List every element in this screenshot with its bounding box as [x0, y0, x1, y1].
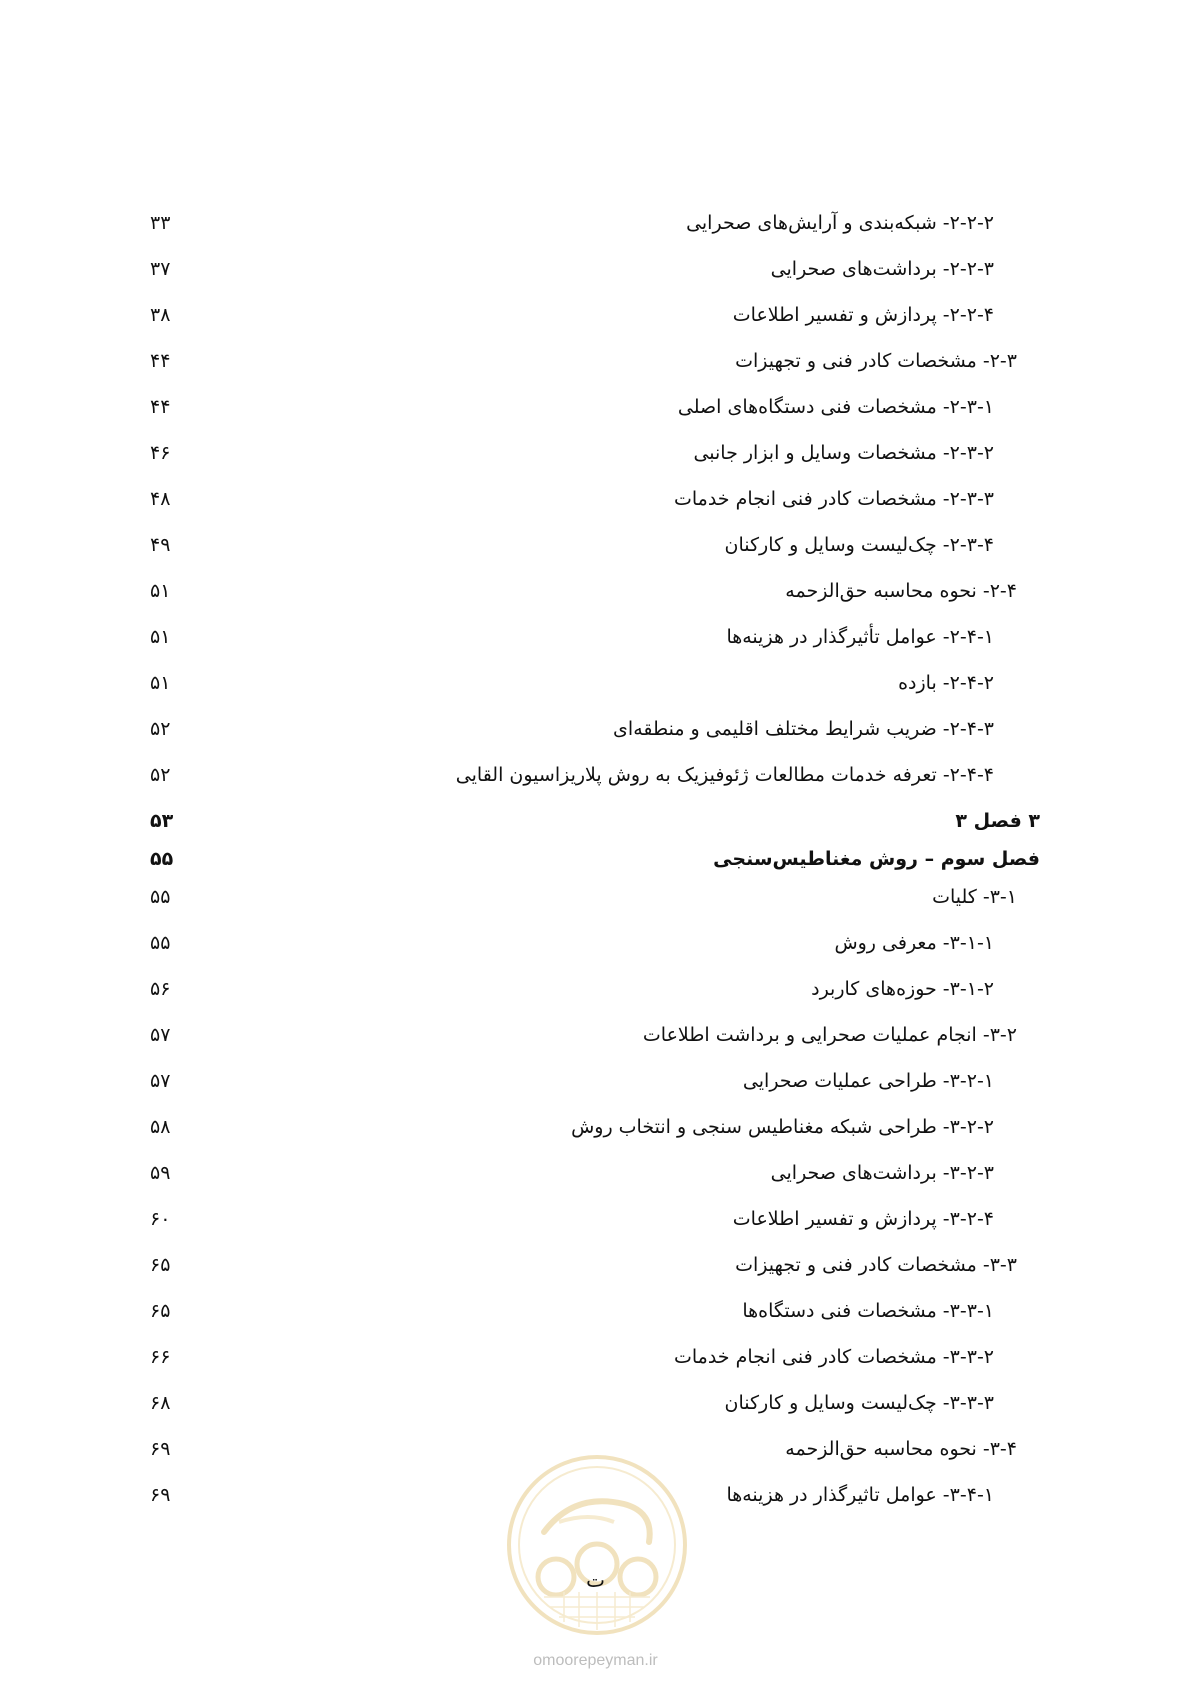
toc-entry[interactable] — [150, 976, 1040, 1022]
toc-entry-page: ۵۷ — [150, 1070, 171, 1092]
toc-entry-page: ۵۹ — [150, 1162, 171, 1184]
toc-entry[interactable] — [150, 210, 1040, 256]
toc-entry-page: ۵۲ — [150, 764, 171, 786]
page-number: ت — [586, 1568, 605, 1592]
toc-entry-title: ۲-۴-۳- ضریب شرایط مختلف اقلیمی و منطقه‌ای — [613, 718, 994, 740]
toc-entry-page: ۳۷ — [150, 258, 171, 280]
toc-entry[interactable] — [150, 302, 1040, 348]
toc-entry-title: ۲-۴-۴- تعرفه خدمات مطالعات ژئوفیزیک به روش پلاریزاسیون القایی — [455, 764, 994, 786]
toc-entry-page: ۴۸ — [150, 488, 171, 510]
toc-entry[interactable] — [150, 256, 1040, 302]
toc-entry[interactable] — [150, 930, 1040, 976]
toc-entry[interactable] — [150, 808, 1040, 846]
toc-entry-title: ۲-۴- نحوه محاسبه حق‌الزحمه — [785, 580, 1017, 602]
toc-entry-title: ۳-۴- نحوه محاسبه حق‌الزحمه — [785, 1438, 1017, 1460]
toc-entry-page: ۶۶ — [150, 1346, 171, 1368]
toc-entry[interactable] — [150, 716, 1040, 762]
toc-entry-page: ۵۱ — [150, 580, 171, 602]
toc-entry-page: ۴۴ — [150, 350, 171, 372]
toc-entry[interactable] — [150, 532, 1040, 578]
toc-entry-title: ۳-۴-۱- عوامل تاثیرگذار در هزینه‌ها — [726, 1484, 994, 1506]
toc-entry[interactable] — [150, 1114, 1040, 1160]
toc-entry-page: ۵۱ — [150, 626, 171, 648]
toc-entry-title: ۳-۳- مشخصات کادر فنی و تجهیزات — [735, 1254, 1017, 1276]
toc-entry-page: ۵۱ — [150, 672, 171, 694]
toc-entry-page: ۶۹ — [150, 1438, 171, 1460]
toc-entry[interactable] — [150, 578, 1040, 624]
toc-entry[interactable] — [150, 1344, 1040, 1390]
toc-entry-title: ۳-۳-۱- مشخصات فنی دستگاه‌ها — [742, 1300, 994, 1322]
toc-entry-page: ۴۹ — [150, 534, 171, 556]
toc-entry-title: ۳-۲-۳- برداشت‌های صحرایی — [770, 1162, 994, 1184]
toc-entry[interactable] — [150, 762, 1040, 808]
toc-entry-title: ۲-۴-۲- بازده — [898, 672, 994, 694]
toc-entry[interactable] — [150, 348, 1040, 394]
toc-entry-page: ۳۸ — [150, 304, 171, 326]
toc-entry[interactable] — [150, 1298, 1040, 1344]
toc-entry-title: ۳-۳-۲- مشخصات کادر فنی انجام خدمات — [673, 1346, 994, 1368]
toc-entry[interactable] — [150, 846, 1040, 884]
toc-entry-page: ۵۸ — [150, 1116, 171, 1138]
toc-entry[interactable] — [150, 624, 1040, 670]
toc-entry[interactable] — [150, 1022, 1040, 1068]
toc-entry-title: ۳-۲- انجام عملیات صحرایی و برداشت اطلاعات — [642, 1024, 1017, 1046]
toc-entry-page: ۵۳ — [150, 810, 174, 832]
toc-entry-page: ۶۰ — [150, 1208, 171, 1230]
toc-entry[interactable] — [150, 884, 1040, 930]
toc-entry-title: ۲-۲-۲- شبکه‌بندی و آرایش‌های صحرایی — [686, 212, 994, 234]
toc-entry[interactable] — [150, 486, 1040, 532]
toc-entry[interactable] — [150, 394, 1040, 440]
toc-entry-title: ۲-۳-۱- مشخصات فنی دستگاه‌های اصلی — [677, 396, 994, 418]
toc-entry-title: ۲-۳-۲- مشخصات وسایل و ابزار جانبی — [693, 442, 994, 464]
toc-entry-page: ۵۵ — [150, 848, 174, 870]
toc-entry-page: ۵۲ — [150, 718, 171, 740]
toc-entry-page: ۶۵ — [150, 1254, 171, 1276]
toc-entry-page: ۶۸ — [150, 1392, 171, 1414]
toc-entry-page: ۴۴ — [150, 396, 171, 418]
toc-entry-title: ۲-۲-۴- پردازش و تفسیر اطلاعات — [732, 304, 994, 326]
toc-entry-page: ۵۵ — [150, 932, 171, 954]
watermark-logo — [504, 1452, 690, 1638]
toc-entry-title: ۳-۱- کلیات — [932, 886, 1017, 908]
toc-entry-title: ۲-۳-۴- چک‌لیست وسایل و کارکنان — [724, 534, 994, 556]
toc-entry-title: ۳-۲-۴- پردازش و تفسیر اطلاعات — [732, 1208, 994, 1230]
toc-entry-page: ۴۶ — [150, 442, 171, 464]
toc-entry[interactable] — [150, 1206, 1040, 1252]
toc-entry-title: ۳-۱-۲- حوزه‌های کاربرد — [811, 978, 994, 1000]
watermark-site: omoorepeyman.ir — [533, 1652, 658, 1669]
toc-entry[interactable] — [150, 1252, 1040, 1298]
toc-entry-page: ۵۷ — [150, 1024, 171, 1046]
toc-entry-title: ۳-۳-۳- چک‌لیست وسایل و کارکنان — [724, 1392, 994, 1414]
toc-entry-title: ۳ فصل ۳ — [955, 810, 1040, 832]
toc-entry[interactable] — [150, 1390, 1040, 1436]
toc-entry-page: ۶۵ — [150, 1300, 171, 1322]
toc-entry[interactable] — [150, 440, 1040, 486]
toc-entry-title: ۳-۱-۱- معرفی روش — [834, 932, 994, 954]
table-of-contents — [150, 210, 1040, 1528]
toc-entry-page: ۶۹ — [150, 1484, 171, 1506]
toc-entry-title: ۲-۳-۳- مشخصات کادر فنی انجام خدمات — [673, 488, 994, 510]
toc-entry-title: ۳-۲-۱- طراحی عملیات صحرایی — [742, 1070, 994, 1092]
toc-entry-title: ۲-۳- مشخصات کادر فنی و تجهیزات — [735, 350, 1017, 372]
toc-entry-title: ۳-۲-۲- طراحی شبکه مغناطیس سنجی و انتخاب روش — [571, 1116, 994, 1138]
toc-entry-title: ۲-۴-۱- عوامل تأثیرگذار در هزینه‌ها — [726, 626, 994, 648]
toc-entry[interactable] — [150, 670, 1040, 716]
toc-entry-title: فصل سوم – روش مغناطیس‌سنجی — [713, 848, 1040, 870]
toc-entry-title: ۲-۲-۳- برداشت‌های صحرایی — [770, 258, 994, 280]
toc-entry[interactable] — [150, 1160, 1040, 1206]
toc-entry-page: ۵۶ — [150, 978, 171, 1000]
toc-entry-page: ۵۵ — [150, 886, 171, 908]
toc-entry[interactable] — [150, 1068, 1040, 1114]
toc-entry-page: ۳۳ — [150, 212, 171, 234]
